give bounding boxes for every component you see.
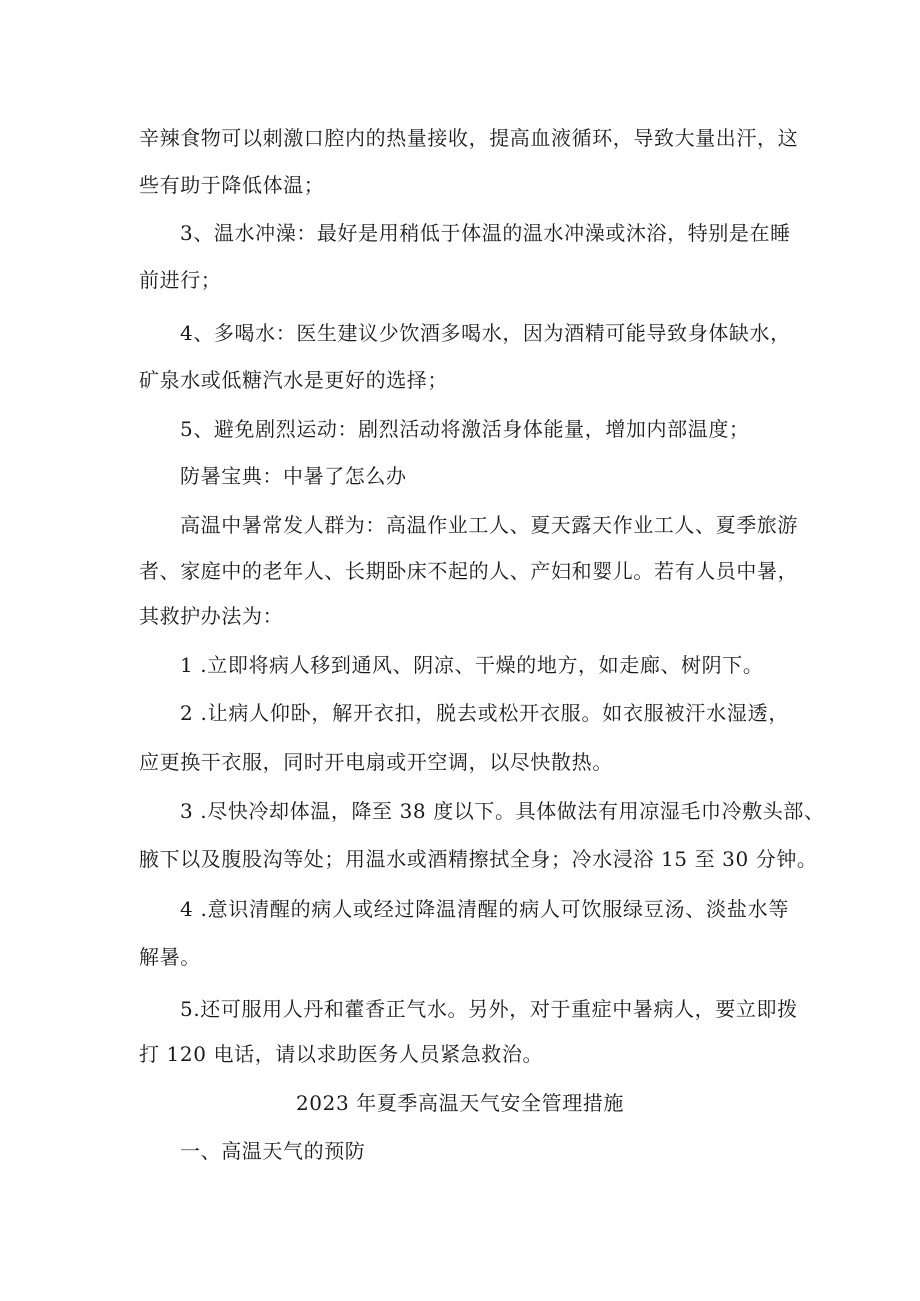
paragraph-line: 打 120 电话，请以求助医务人员紧急救治。 — [139, 1042, 544, 1066]
paragraph-line: 矿泉水或低糖汽水是更好的选择； — [139, 368, 448, 392]
list-item-warm-shower: 3、温水冲澡：最好是用稍低于体温的温水冲澡或沐浴，特别是在睡 — [180, 221, 791, 245]
paragraph-line: 者、家庭中的老年人、长期卧床不起的人、产妇和婴儿。若有人员中暑， — [139, 559, 799, 583]
rescue-step-3: 3 .尽快冷却体温，降至 38 度以下。具体做法有用凉湿毛巾冷敷头部、 — [180, 799, 825, 823]
rescue-step-5: 5.还可服用人丹和藿香正气水。另外，对于重症中暑病人，要立即拨 — [180, 997, 798, 1021]
paragraph-line: 其救护办法为： — [139, 604, 284, 628]
section-heading-prevention: 一、高温天气的预防 — [180, 1139, 366, 1163]
paragraph-line: 辛辣食物可以刺激口腔内的热量接收，提高血液循环，导致大量出汗，这 — [139, 126, 799, 150]
paragraph-line: 解暑。 — [139, 945, 201, 969]
paragraph-line: 腋下以及腹股沟等处；用温水或酒精擦拭全身；冷水浸浴 15 至 30 分钟。 — [139, 847, 818, 871]
list-item-drink-water: 4、多喝水：医生建议少饮酒多喝水，因为酒精可能导致身体缺水， — [180, 321, 791, 345]
list-item-avoid-exercise: 5、避免剧烈运动：剧烈活动将激活身体能量，增加内部温度； — [180, 417, 750, 441]
subheading-heatstroke-guide: 防暑宝典：中暑了怎么办 — [180, 464, 407, 488]
rescue-step-1: 1 .立即将病人移到通风、阴凉、干燥的地方，如走廊、树阴下。 — [180, 653, 764, 677]
paragraph-line: 高温中暑常发人群为：高温作业工人、夏天露天作业工人、夏季旅游 — [180, 513, 798, 537]
paragraph-line: 前进行； — [139, 268, 222, 292]
paragraph-line: 应更换干衣服，同时开电扇或开空调，以尽快散热。 — [139, 750, 613, 774]
paragraph-line: 些有助于降低体温； — [139, 173, 325, 197]
rescue-step-2: 2 .让病人仰卧，解开衣扣，脱去或松开衣服。如衣服被汗水湿透， — [180, 701, 789, 725]
rescue-step-4: 4 .意识清醒的病人或经过降温清醒的病人可饮服绿豆汤、淡盐水等 — [180, 897, 789, 921]
section-title: 2023 年夏季高温天气安全管理措施 — [295, 1091, 625, 1115]
